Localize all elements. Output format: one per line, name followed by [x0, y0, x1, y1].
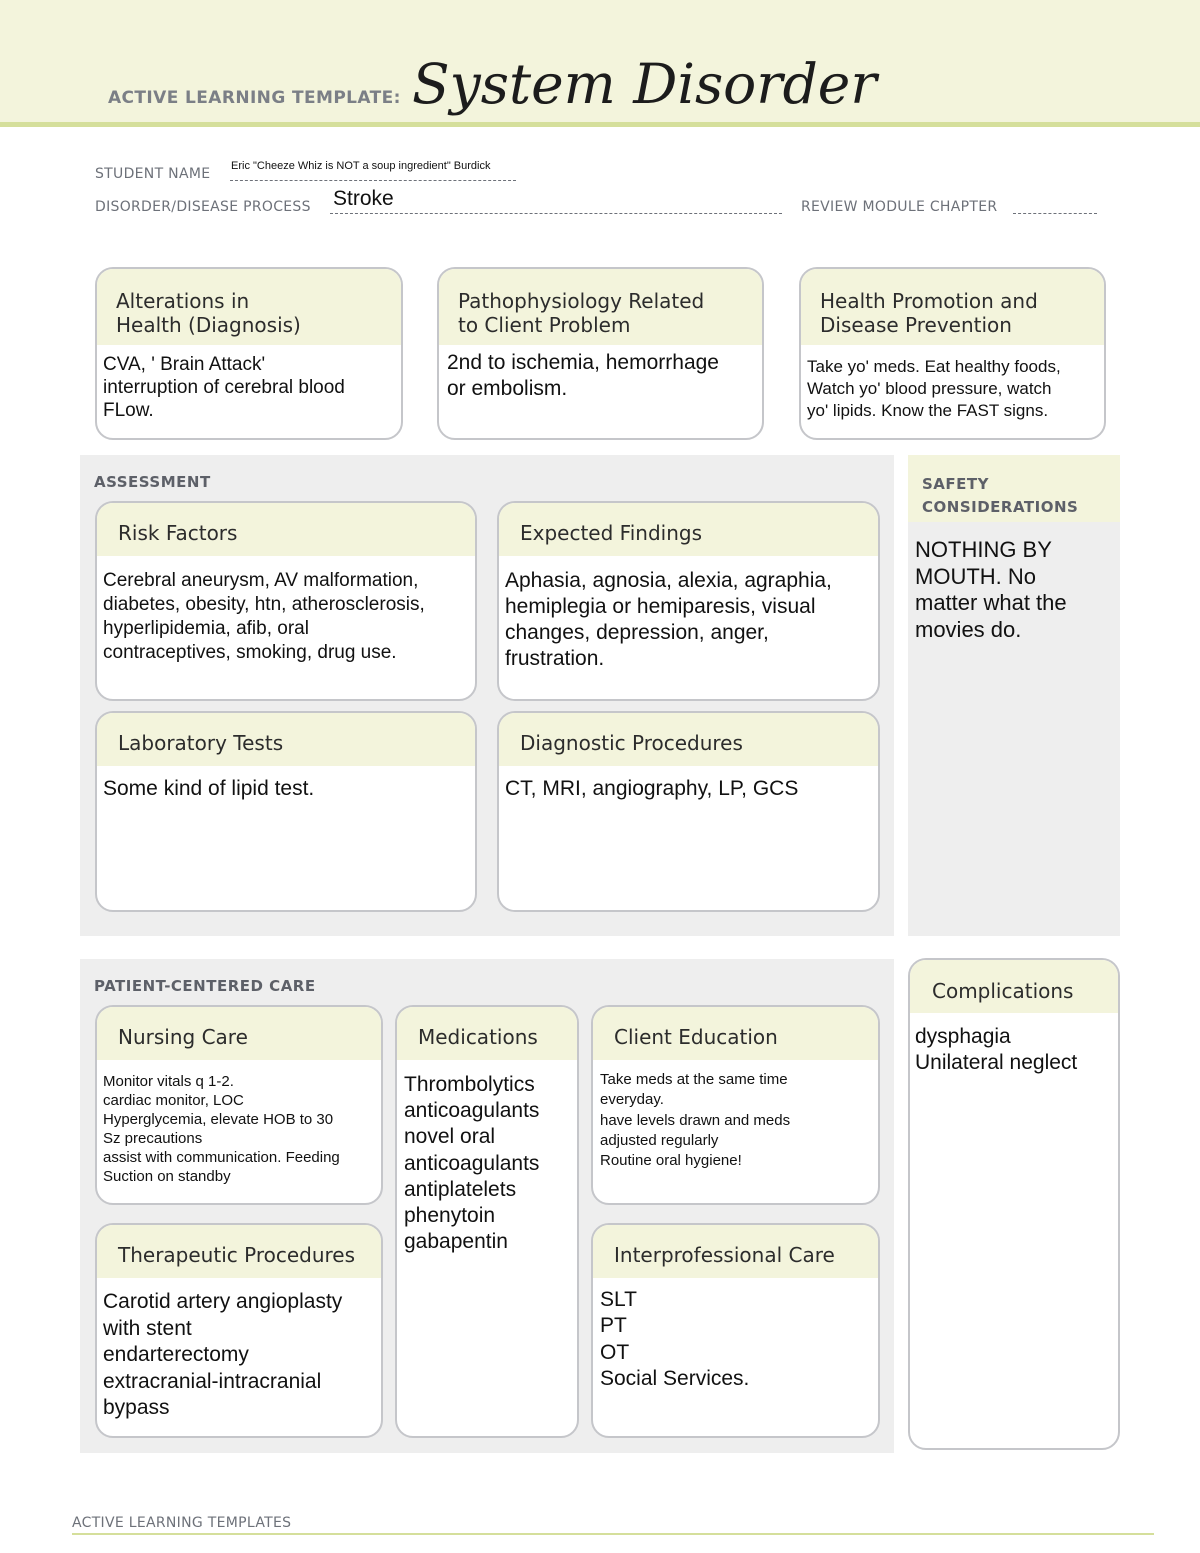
client-education-title: Client Education — [593, 1007, 878, 1060]
safety-body[interactable]: NOTHING BY MOUTH. No matter what the movies do. — [915, 537, 1067, 642]
risk-factors-body[interactable]: Cerebral aneurysm, AV malformation, diabetes, obesity, htn, atherosclerosis, hyperlipidemia, afib, oral contraceptives, smoking, drug use. — [103, 570, 425, 663]
student-name-label: STUDENT NAME — [95, 166, 211, 182]
nursing-care-body[interactable]: Monitor vitals q 1-2. cardiac monitor, LOC Hyperglycemia, elevate HOB to 30 Sz precautions assist with communication. Feeding Suction on standby — [103, 1073, 340, 1185]
safety-panel — [908, 455, 1120, 936]
footer-text: ACTIVE LEARNING TEMPLATES — [72, 1515, 292, 1531]
laboratory-tests-body[interactable]: Some kind of lipid test. — [103, 777, 315, 800]
health-promotion-body[interactable]: Take yo' meds. Eat healthy foods, Watch yo' blood pressure, watch yo' lipids. Know the FAST signs. — [807, 357, 1061, 420]
student-name-line — [230, 180, 516, 181]
laboratory-tests-card — [95, 711, 477, 912]
alterations-card — [95, 267, 403, 440]
alterations-title: Alterations in Health (Diagnosis) — [97, 269, 401, 345]
interprofessional-care-body[interactable]: SLT PT OT Social Services. — [600, 1288, 750, 1390]
expected-findings-card — [497, 501, 880, 701]
pathophysiology-card — [437, 267, 764, 440]
medications-card — [395, 1005, 579, 1438]
nursing-care-card — [95, 1005, 383, 1205]
template-prefix: ACTIVE LEARNING TEMPLATE: — [108, 88, 401, 108]
diagnostic-procedures-title: Diagnostic Procedures — [499, 713, 878, 766]
therapeutic-procedures-title: Therapeutic Procedures — [97, 1225, 381, 1278]
diagnostic-procedures-card — [497, 711, 880, 912]
health-promotion-title: Health Promotion and Disease Prevention — [801, 269, 1104, 345]
pathophysiology-title: Pathophysiology Related to Client Problem — [439, 269, 762, 345]
interprofessional-care-title: Interprofessional Care — [593, 1225, 878, 1278]
disorder-value[interactable]: Stroke — [333, 187, 394, 210]
disorder-label: DISORDER/DISEASE PROCESS — [95, 199, 311, 215]
header-rule — [0, 122, 1200, 127]
complications-card — [908, 958, 1120, 1450]
nursing-care-title: Nursing Care — [97, 1007, 381, 1060]
complications-title: Complications — [910, 960, 1118, 1013]
expected-findings-title: Expected Findings — [499, 503, 878, 556]
review-module-line[interactable] — [1013, 213, 1097, 214]
student-name-value[interactable]: Eric "Cheeze Whiz is NOT a soup ingredient" Burdick — [231, 160, 491, 172]
health-promotion-card — [799, 267, 1106, 440]
footer-rule — [72, 1533, 1154, 1535]
medications-title: Medications — [397, 1007, 577, 1060]
risk-factors-title: Risk Factors — [97, 503, 475, 556]
expected-findings-body[interactable]: Aphasia, agnosia, alexia, agraphia, hemiplegia or hemiparesis, visual changes, depression, anger, frustration. — [505, 569, 832, 670]
assessment-label: ASSESSMENT — [94, 473, 211, 491]
therapeutic-procedures-body[interactable]: Carotid artery angioplasty with stent endarterectomy extracranial-intracranial bypass — [103, 1290, 343, 1419]
safety-label: SAFETY CONSIDERATIONS — [922, 475, 1079, 516]
client-education-body[interactable]: Take meds at the same time everyday. have levels drawn and meds adjusted regularly Routine oral hygiene! — [600, 1071, 791, 1170]
complications-body[interactable]: dysphagia Unilateral neglect — [915, 1025, 1078, 1074]
client-education-card — [591, 1005, 880, 1205]
pathophysiology-body[interactable]: 2nd to ischemia, hemorrhage or embolism. — [447, 351, 719, 400]
medications-body[interactable]: Thrombolytics anticoagulants novel oral anticoagulants antiplatelets phenytoin gabapentin — [404, 1073, 540, 1254]
review-module-label: REVIEW MODULE CHAPTER — [801, 199, 998, 215]
therapeutic-procedures-card — [95, 1223, 383, 1438]
interprofessional-care-card — [591, 1223, 880, 1438]
template-title: System Disorder — [412, 52, 877, 116]
disorder-line — [330, 213, 782, 214]
risk-factors-card — [95, 501, 477, 701]
diagnostic-procedures-body[interactable]: CT, MRI, angiography, LP, GCS — [505, 777, 799, 800]
laboratory-tests-title: Laboratory Tests — [97, 713, 475, 766]
patient-centered-care-label: PATIENT-CENTERED CARE — [94, 977, 316, 995]
alterations-body[interactable]: CVA, ' Brain Attack' interruption of cerebral blood FLow. — [103, 354, 345, 421]
